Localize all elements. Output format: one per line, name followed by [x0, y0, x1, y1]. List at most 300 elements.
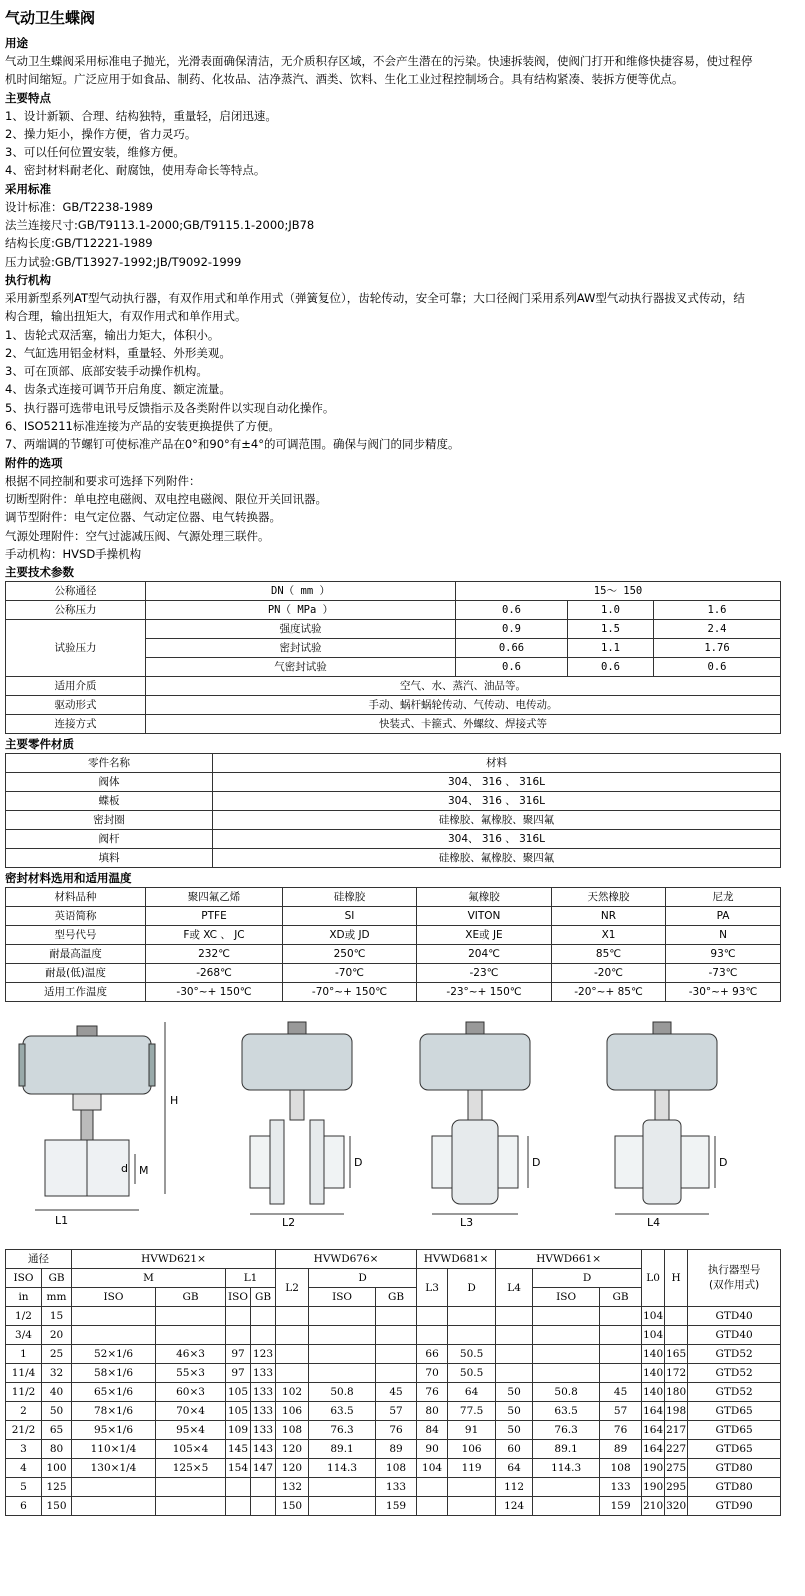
- dimension-cell: [72, 1307, 156, 1326]
- dimension-cell: 97: [226, 1345, 251, 1364]
- seal-cell: F或 XC 、 JC: [146, 926, 283, 945]
- dimension-cell: 114.3: [309, 1459, 376, 1478]
- features-heading: 主要特点: [5, 90, 51, 105]
- dimension-cell: GTD65: [688, 1402, 781, 1421]
- dimension-label: D: [354, 1156, 363, 1170]
- tech-unit: DN（ mm ）: [146, 582, 456, 601]
- dimension-cell: 210: [642, 1497, 665, 1516]
- table-row: [6, 1383, 781, 1402]
- dimension-cell: 91: [448, 1421, 496, 1440]
- dimension-cell: 105×4: [156, 1440, 226, 1459]
- dimension-cell: 130×1/4: [72, 1459, 156, 1478]
- dimension-cell: [276, 1364, 309, 1383]
- dimension-cell: [496, 1345, 533, 1364]
- column-header: ISO: [6, 1269, 42, 1288]
- dimension-cell: 55×3: [156, 1364, 226, 1383]
- table-row: [6, 811, 781, 830]
- dimension-cell: [226, 1478, 251, 1497]
- dimension-cell: 45: [600, 1383, 642, 1402]
- dimension-cell: [533, 1364, 600, 1383]
- dimension-cell: GTD80: [688, 1459, 781, 1478]
- seal-cell: -30°~+ 150℃: [146, 983, 283, 1002]
- seal-cell: -70°~+ 150℃: [283, 983, 417, 1002]
- table-row: [6, 888, 781, 907]
- column-header: D: [448, 1269, 496, 1307]
- table-row: [6, 849, 781, 868]
- tech-label: 适用介质: [6, 677, 146, 696]
- seal-cell: XE或 JE: [417, 926, 552, 945]
- dimension-cell: 109: [226, 1421, 251, 1440]
- tech-label: 公称通径: [6, 582, 146, 601]
- dimension-cell: 20: [42, 1326, 72, 1345]
- seal-cell: N: [666, 926, 781, 945]
- column-header: GB: [156, 1288, 226, 1307]
- dimension-cell: [600, 1326, 642, 1345]
- seal-cell: -70℃: [283, 964, 417, 983]
- dimension-cell: 1/2: [6, 1307, 42, 1326]
- table-row: [6, 754, 781, 773]
- part-name: 密封圈: [6, 811, 213, 830]
- dimension-cell: 159: [376, 1497, 417, 1516]
- column-header: GB: [42, 1269, 72, 1288]
- dimension-cell: 190: [642, 1478, 665, 1497]
- seal-cell: SI: [283, 907, 417, 926]
- column-header: in: [6, 1288, 42, 1307]
- feature-item: 2、操力矩小，操作方便，省力灵巧。: [5, 126, 197, 141]
- tech-value: 手动、蜗杆蜗轮传动、气传动、电传动。: [146, 696, 781, 715]
- accessory-item: 手动机构：HVSD手操机构: [5, 546, 142, 561]
- table-row: [6, 1440, 781, 1459]
- dimension-cell: 172: [665, 1364, 688, 1383]
- dimension-cell: GTD52: [688, 1383, 781, 1402]
- dimension-cell: 70×4: [156, 1402, 226, 1421]
- dimension-cell: 3: [6, 1440, 42, 1459]
- dimension-cell: 154: [226, 1459, 251, 1478]
- dimension-cell: 11/2: [6, 1383, 42, 1402]
- usage-heading: 用途: [5, 36, 28, 50]
- dimension-cell: [309, 1307, 376, 1326]
- tech-value: 0.6: [456, 658, 568, 677]
- table-row: [6, 830, 781, 849]
- seal-cell: VITON: [417, 907, 552, 926]
- dimension-cell: 125×5: [156, 1459, 226, 1478]
- dimension-cell: 76: [376, 1421, 417, 1440]
- dimension-cell: 104: [417, 1459, 448, 1478]
- tech-value: 0.66: [456, 639, 568, 658]
- dimension-cell: [309, 1478, 376, 1497]
- dimension-cell: 133: [251, 1383, 276, 1402]
- tech-value: 15～ 150: [456, 582, 781, 601]
- seal-cell: -73℃: [666, 964, 781, 983]
- part-name: 填料: [6, 849, 213, 868]
- dimension-cell: [533, 1497, 600, 1516]
- dimension-cell: 89.1: [533, 1440, 600, 1459]
- table-row: [6, 1326, 781, 1345]
- table-row: [6, 677, 781, 696]
- table-row: [6, 792, 781, 811]
- seal-cell: -268℃: [146, 964, 283, 983]
- dimension-cell: 52×1/6: [72, 1345, 156, 1364]
- dimension-cell: 143: [251, 1440, 276, 1459]
- dimension-cell: [72, 1478, 156, 1497]
- dimension-cell: GTD65: [688, 1421, 781, 1440]
- standard-item: 压力试验:GB/T13927-1992;JB/T9092-1999: [5, 254, 242, 269]
- dimension-cell: 76.3: [309, 1421, 376, 1440]
- tech-value: 1.0: [568, 601, 654, 620]
- column-header: HVWD681×: [417, 1250, 496, 1269]
- dimension-cell: [72, 1497, 156, 1516]
- column-header: 材料: [213, 754, 781, 773]
- dimension-cell: 120: [276, 1440, 309, 1459]
- seal-heading: 密封材料选用和适用温度: [5, 871, 132, 886]
- dimension-cell: 140: [642, 1345, 665, 1364]
- tech-table: [5, 581, 781, 734]
- dimension-label: H: [170, 1094, 179, 1108]
- dimension-cell: 89: [600, 1440, 642, 1459]
- tech-value: 0.6: [568, 658, 654, 677]
- table-row: [6, 1497, 781, 1516]
- tech-heading: 主要技术参数: [5, 565, 74, 580]
- dimension-cell: 65×1/6: [72, 1383, 156, 1402]
- table-row: [6, 983, 781, 1002]
- dimension-cell: [376, 1364, 417, 1383]
- dimension-cell: 76: [417, 1383, 448, 1402]
- dimension-cell: [251, 1478, 276, 1497]
- parts-heading: 主要零件材质: [5, 737, 74, 752]
- dimension-cell: [226, 1307, 251, 1326]
- dimension-cell: [376, 1307, 417, 1326]
- tech-value: 1.5: [568, 620, 654, 639]
- dimension-cell: 180: [665, 1383, 688, 1402]
- column-header: H: [665, 1250, 688, 1307]
- tech-label: 公称压力: [6, 601, 146, 620]
- dimension-cell: 80: [417, 1402, 448, 1421]
- tech-value: 空气、水、蒸汽、油品等。: [146, 677, 781, 696]
- seal-cell: 氟橡胶: [417, 888, 552, 907]
- dimension-cell: [309, 1345, 376, 1364]
- dimension-cell: 123: [251, 1345, 276, 1364]
- actuator-model-header: 执行器型号: [707, 1264, 761, 1277]
- dimension-cell: 76.3: [533, 1421, 600, 1440]
- part-name: 蝶板: [6, 792, 213, 811]
- dimension-cell: [376, 1326, 417, 1345]
- dimension-label: L1: [55, 1214, 69, 1228]
- seal-cell: 204℃: [417, 945, 552, 964]
- dimension-cell: 4: [6, 1459, 42, 1478]
- tech-label: 驱动形式: [6, 696, 146, 715]
- dimension-cell: 50.5: [448, 1364, 496, 1383]
- dimension-cell: 76: [600, 1421, 642, 1440]
- seal-cell: -20°~+ 85℃: [552, 983, 666, 1002]
- dimension-cell: 133: [376, 1478, 417, 1497]
- dimension-cell: [276, 1307, 309, 1326]
- table-row: [6, 1250, 781, 1269]
- dimension-cell: 165: [665, 1345, 688, 1364]
- dimension-cell: [665, 1307, 688, 1326]
- dimension-cell: 45: [376, 1383, 417, 1402]
- dimension-cell: 295: [665, 1478, 688, 1497]
- table-row: [6, 945, 781, 964]
- dimension-cell: [448, 1497, 496, 1516]
- dimension-cell: 105: [226, 1402, 251, 1421]
- page-title: 气动卫生蝶阀: [5, 9, 96, 27]
- dimension-cell: 112: [496, 1478, 533, 1497]
- actuator-intro: 构合理，输出扭矩大，有双作用式和单作用式。: [5, 309, 247, 324]
- dimension-cell: [276, 1326, 309, 1345]
- valve-drawing-hvwd621: [15, 1014, 195, 1229]
- dimension-cell: 95×1/6: [72, 1421, 156, 1440]
- dimension-cell: 100: [42, 1459, 72, 1478]
- table-row: [6, 907, 781, 926]
- dimension-cell: [533, 1478, 600, 1497]
- dimension-cell: [496, 1326, 533, 1345]
- dimension-cell: [156, 1307, 226, 1326]
- dimension-cell: GTD40: [688, 1326, 781, 1345]
- standard-item: 结构长度:GB/T12221-1989: [5, 236, 153, 251]
- dimension-cell: 50: [496, 1402, 533, 1421]
- table-row: [6, 773, 781, 792]
- dimension-cell: GTD52: [688, 1345, 781, 1364]
- dimension-cell: 164: [642, 1440, 665, 1459]
- dimension-cell: 95×4: [156, 1421, 226, 1440]
- tech-value: 0.6: [654, 658, 781, 677]
- dimension-cell: [72, 1326, 156, 1345]
- column-header: M: [72, 1269, 226, 1288]
- dimension-cell: [417, 1326, 448, 1345]
- dimension-cell: 80: [42, 1440, 72, 1459]
- dimension-cell: 89: [376, 1440, 417, 1459]
- actuator-item: 7、两端调的节螺钉可使标准产品在0°和90°有±4°的可调范围。确保与阀门的同步精度。: [5, 437, 460, 452]
- seal-cell: 250℃: [283, 945, 417, 964]
- dimension-cell: 57: [376, 1402, 417, 1421]
- column-header: HVWD621×: [72, 1250, 276, 1269]
- parts-table: [5, 753, 781, 868]
- dimension-cell: 140: [642, 1364, 665, 1383]
- part-name: 阀杆: [6, 830, 213, 849]
- dimension-cell: [496, 1307, 533, 1326]
- actuator-body: [23, 1036, 151, 1094]
- dimension-label: M: [139, 1164, 149, 1178]
- table-row: [6, 715, 781, 734]
- table-row: [6, 926, 781, 945]
- table-row: [6, 1478, 781, 1497]
- table-row: [6, 964, 781, 983]
- dimension-cell: 63.5: [309, 1402, 376, 1421]
- dimension-label: L3: [460, 1216, 474, 1230]
- dimension-cell: 124: [496, 1497, 533, 1516]
- column-header: HVWD661×: [496, 1250, 642, 1269]
- dimension-cell: [251, 1326, 276, 1345]
- dimension-cell: [600, 1307, 642, 1326]
- dimension-label: D: [719, 1156, 728, 1170]
- dimension-cell: [156, 1478, 226, 1497]
- dimension-cell: [600, 1345, 642, 1364]
- part-material: 304、 316 、 316L: [213, 792, 781, 811]
- accessories-heading: 附件的选项: [5, 455, 63, 470]
- dimension-cell: 50: [496, 1421, 533, 1440]
- actuator-item: 5、执行器可选带电讯号反馈指示及各类附件以实现自动化操作。: [5, 400, 335, 415]
- dimension-cell: 84: [417, 1421, 448, 1440]
- dimension-table: [5, 1249, 781, 1516]
- seal-cell: 尼龙: [666, 888, 781, 907]
- dimension-cell: 32: [42, 1364, 72, 1383]
- dimension-cell: 50: [496, 1383, 533, 1402]
- column-header: ISO: [309, 1288, 376, 1307]
- dimension-label: L2: [282, 1216, 296, 1230]
- column-header: L3: [417, 1269, 448, 1307]
- tech-test-name: 气密封试验: [146, 658, 456, 677]
- dimension-cell: [533, 1307, 600, 1326]
- part-material: 304、 316 、 316L: [213, 830, 781, 849]
- column-header: 零件名称: [6, 754, 213, 773]
- dimension-cell: 147: [251, 1459, 276, 1478]
- dimension-cell: [533, 1345, 600, 1364]
- seal-cell: -23°~+ 150℃: [417, 983, 552, 1002]
- seal-row-label: 材料品种: [6, 888, 146, 907]
- dimension-cell: 150: [276, 1497, 309, 1516]
- dimension-cell: 110×1/4: [72, 1440, 156, 1459]
- actuator-model-subheader: (双作用式): [709, 1279, 760, 1292]
- column-header: ISO: [533, 1288, 600, 1307]
- seal-cell: XD或 JD: [283, 926, 417, 945]
- dimension-cell: 198: [665, 1402, 688, 1421]
- seal-cell: 93℃: [666, 945, 781, 964]
- dimension-cell: 106: [448, 1440, 496, 1459]
- part-material: 硅橡胶、氟橡胶、聚四氟: [213, 849, 781, 868]
- dimension-cell: 50: [42, 1402, 72, 1421]
- dimension-cell: 64: [448, 1383, 496, 1402]
- dimension-cell: 140: [642, 1383, 665, 1402]
- dimension-cell: GTD52: [688, 1364, 781, 1383]
- column-header: HVWD676×: [276, 1250, 417, 1269]
- dimension-cell: 89.1: [309, 1440, 376, 1459]
- dimension-label: L4: [647, 1216, 661, 1230]
- dimension-cell: 164: [642, 1402, 665, 1421]
- page: [5, 8, 800, 1516]
- column-header: L0: [642, 1250, 665, 1307]
- dimension-cell: 104: [642, 1307, 665, 1326]
- dimension-cell: [448, 1307, 496, 1326]
- dimension-cell: 15: [42, 1307, 72, 1326]
- tech-value: 0.9: [456, 620, 568, 639]
- table-row: [6, 1459, 781, 1478]
- dimension-cell: 227: [665, 1440, 688, 1459]
- seal-row-label: 型号代号: [6, 926, 146, 945]
- dimension-cell: 1: [6, 1345, 42, 1364]
- dimension-cell: 150: [42, 1497, 72, 1516]
- column-header: D: [309, 1269, 417, 1288]
- dimension-cell: 11/4: [6, 1364, 42, 1383]
- actuator-item: 2、气缸选用铝金材料，重量轻、外形美观。: [5, 345, 231, 360]
- tech-value: 1.6: [654, 601, 781, 620]
- dimension-cell: [309, 1497, 376, 1516]
- tech-label: 试验压力: [6, 620, 146, 677]
- seal-cell: 硅橡胶: [283, 888, 417, 907]
- dimension-cell: 60×3: [156, 1383, 226, 1402]
- dimension-cell: 133: [251, 1364, 276, 1383]
- dimension-cell: 50.8: [309, 1383, 376, 1402]
- actuator-heading: 执行机构: [5, 272, 51, 287]
- dimension-cell: [417, 1497, 448, 1516]
- dimension-cell: 21/2: [6, 1421, 42, 1440]
- dimension-cell: 6: [6, 1497, 42, 1516]
- seal-cell: NR: [552, 907, 666, 926]
- seal-row-label: 英语简称: [6, 907, 146, 926]
- accessory-item: 根据不同控制和要求可选择下列附件：: [5, 473, 201, 488]
- dimension-cell: 2: [6, 1402, 42, 1421]
- dimension-cell: [309, 1326, 376, 1345]
- dimension-cell: 164: [642, 1421, 665, 1440]
- column-header: ISO: [226, 1288, 251, 1307]
- usage-line: 机时间缩短。广泛应用于如食品、制药、化妆品、洁净蒸汽、酒类、饮料、生化工业过程控制场合。具有结构紧凑、装拆方便等优点。: [5, 72, 684, 87]
- dimension-cell: 57: [600, 1402, 642, 1421]
- feature-item: 1、设计新颖、合理、结构独特，重量轻，启闭迅速。: [5, 108, 277, 123]
- dimension-cell: [309, 1364, 376, 1383]
- table-row: [6, 1421, 781, 1440]
- part-name: 阀体: [6, 773, 213, 792]
- column-header: [688, 1250, 781, 1307]
- dimension-cell: 25: [42, 1345, 72, 1364]
- dimension-cell: 102: [276, 1383, 309, 1402]
- dimension-cell: [376, 1345, 417, 1364]
- tech-unit: PN（ MPa ）: [146, 601, 456, 620]
- dimension-cell: 132: [276, 1478, 309, 1497]
- seal-cell: 85℃: [552, 945, 666, 964]
- part-material: 硅橡胶、氟橡胶、聚四氟: [213, 811, 781, 830]
- seal-cell: PA: [666, 907, 781, 926]
- dimension-cell: 65: [42, 1421, 72, 1440]
- dimension-cell: [448, 1478, 496, 1497]
- column-header: GB: [251, 1288, 276, 1307]
- column-header: L2: [276, 1269, 309, 1307]
- seal-cell: -23℃: [417, 964, 552, 983]
- dimension-label: D: [532, 1156, 541, 1170]
- seal-cell: 天然橡胶: [552, 888, 666, 907]
- dimension-cell: [496, 1364, 533, 1383]
- tech-value: 1.1: [568, 639, 654, 658]
- dimension-cell: 190: [642, 1459, 665, 1478]
- feature-item: 4、密封材料耐老化、耐腐蚀，使用寿命长等特点。: [5, 163, 266, 178]
- dimension-cell: 50.5: [448, 1345, 496, 1364]
- table-row: [6, 1402, 781, 1421]
- standard-item: 法兰连接尺寸:GB/T9113.1-2000;GB/T9115.1-2000;JB78: [5, 218, 315, 233]
- dimension-cell: [665, 1326, 688, 1345]
- actuator-item: 4、齿条式连接可调节开启角度、额定流量。: [5, 382, 231, 397]
- column-header: GB: [600, 1288, 642, 1307]
- dimension-cell: 58×1/6: [72, 1364, 156, 1383]
- dimension-cell: [226, 1497, 251, 1516]
- dimension-cell: 120: [276, 1459, 309, 1478]
- actuator-item: 6、ISO5211标准连接为产品的安装更换提供了方便。: [5, 419, 280, 434]
- valve-drawing-hvwd661: [595, 1014, 755, 1229]
- actuator-intro: 采用新型系列AT型气动执行器，有双作用式和单作用式（弹簧复位），齿轮传动，安全可靠；大口径阀门采用系列AW型气动执行器拔叉式传动，结: [5, 290, 745, 305]
- dimension-cell: 104: [642, 1326, 665, 1345]
- table-row: [6, 582, 781, 601]
- dimension-cell: [251, 1497, 276, 1516]
- seal-cell: -20℃: [552, 964, 666, 983]
- usage-line: 气动卫生蝶阀采用标准电子抛光，光滑表面确保清洁，无介质积存区域，不会产生潜在的污染。快速拆装阀，使阀门打开和维修快捷容易，使过程停: [5, 54, 753, 68]
- valve-drawing-hvwd676: [230, 1014, 380, 1229]
- accessory-item: 调节型附件：电气定位器、气动定位器、电气转换器。: [5, 510, 281, 525]
- standards-heading: 采用标准: [5, 181, 51, 196]
- dimension-cell: GTD90: [688, 1497, 781, 1516]
- seal-table: [5, 887, 781, 1002]
- seal-cell: PTFE: [146, 907, 283, 926]
- dimension-cell: 133: [251, 1421, 276, 1440]
- seal-row-label: 适用工作温度: [6, 983, 146, 1002]
- tech-value: 2.4: [654, 620, 781, 639]
- column-header: L4: [496, 1269, 533, 1307]
